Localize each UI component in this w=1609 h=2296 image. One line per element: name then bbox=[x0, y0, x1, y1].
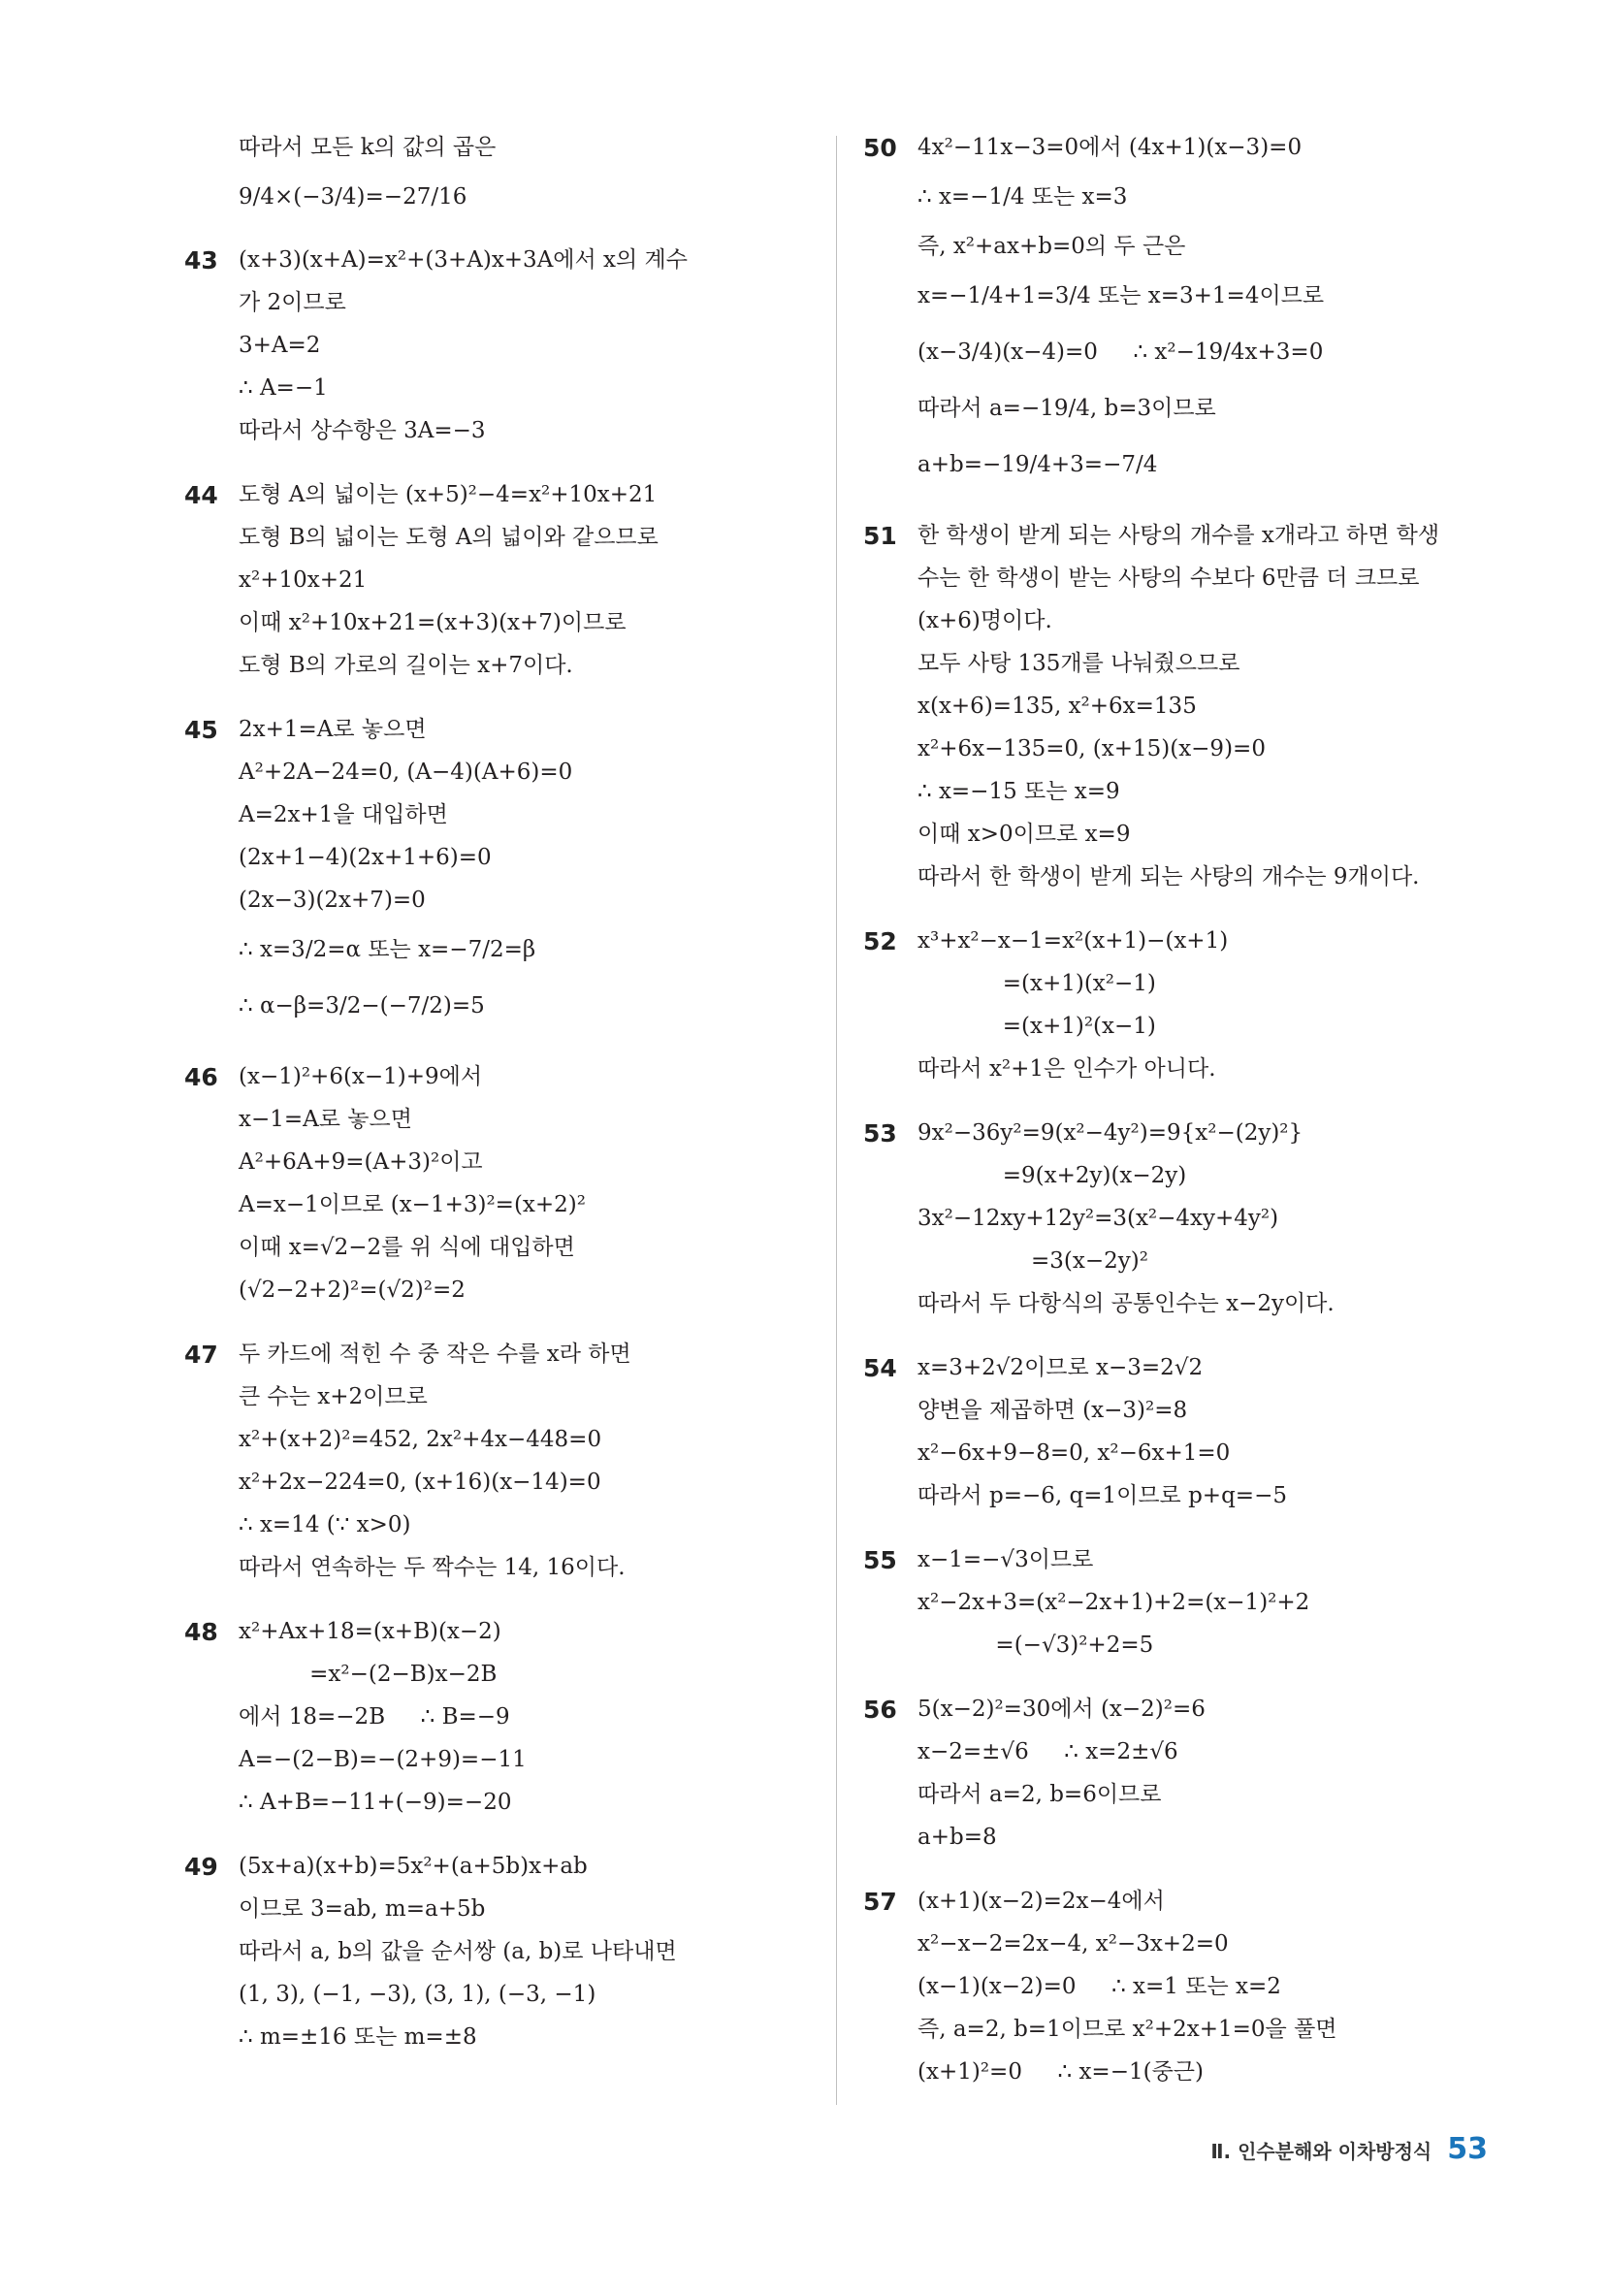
solution-line: x²−2x+3=(x²−2x+1)+2=(x−1)²+2 bbox=[917, 1590, 1310, 1615]
solution-line: ∴ x=−15 또는 x=9 bbox=[917, 779, 1120, 804]
page-footer bbox=[1210, 2132, 1488, 2166]
solution-line: x²+10x+21 bbox=[239, 567, 368, 593]
right-column bbox=[863, 126, 1503, 2093]
solution-line: 따라서 모든 k의 값의 곱은 bbox=[239, 135, 497, 160]
solution-line: (x−1)(x−2)=0 ∴ x=1 또는 x=2 bbox=[917, 1974, 1281, 1999]
solution-line: (x+6)명이다. bbox=[917, 608, 1052, 633]
problem-57 bbox=[863, 1880, 1503, 2093]
solution-line: 3x²−12xy+12y²=3(x²−4xy+4y²) bbox=[917, 1206, 1279, 1231]
column-divider bbox=[836, 136, 837, 2105]
solution-line: =9(x+2y)(x−2y) bbox=[917, 1163, 1187, 1188]
solution-line: x=−1/4+1=3/4 또는 x=3+1=4이므로 bbox=[917, 283, 1325, 308]
problem-number: 47 bbox=[184, 1341, 218, 1369]
solution-line: (1, 3), (−1, −3), (3, 1), (−3, −1) bbox=[239, 1982, 596, 2007]
problem-46 bbox=[184, 1055, 824, 1311]
problem-number: 55 bbox=[863, 1546, 897, 1574]
solution-line: 4x²−11x−3=0에서 (4x+1)(x−3)=0 bbox=[917, 135, 1303, 160]
solution-line: ∴ A=−1 bbox=[239, 375, 328, 401]
solution-line: A=−(2−B)=−(2+9)=−11 bbox=[239, 1747, 527, 1772]
page-number: 53 bbox=[1447, 2132, 1488, 2166]
solution-line: 따라서 a=2, b=6이므로 bbox=[917, 1782, 1162, 1807]
solution-line: 이때 x=√2−2를 위 식에 대입하면 bbox=[239, 1235, 575, 1260]
solution-line: 따라서 연속하는 두 짝수는 14, 16이다. bbox=[239, 1555, 626, 1580]
problem-number: 50 bbox=[863, 134, 897, 162]
solution-line: 도형 A의 넓이는 (x+5)²−4=x²+10x+21 bbox=[239, 482, 658, 507]
solution-line: 즉, x²+ax+b=0의 두 근은 bbox=[917, 234, 1186, 259]
solution-line: 따라서 x²+1은 인수가 아니다. bbox=[917, 1056, 1216, 1082]
solution-line: 9/4×(−3/4)=−27/16 bbox=[239, 184, 467, 210]
solution-line: 9x²−36y²=9(x²−4y²)=9{x²−(2y)²} bbox=[917, 1120, 1303, 1146]
solution-line: x²−x−2=2x−4, x²−3x+2=0 bbox=[917, 1931, 1229, 1956]
problem-48 bbox=[184, 1610, 824, 1824]
problem-53 bbox=[863, 1112, 1503, 1325]
solution-line: A=x−1이므로 (x−1+3)²=(x+2)² bbox=[239, 1192, 586, 1217]
solution-line: (x−1)²+6(x−1)+9에서 bbox=[239, 1064, 483, 1089]
problem-number: 45 bbox=[184, 716, 218, 744]
solution-line: x²−6x+9−8=0, x²−6x+1=0 bbox=[917, 1440, 1231, 1466]
solution-line: 따라서 한 학생이 받게 되는 사탕의 개수는 9개이다. bbox=[917, 864, 1420, 889]
solution-line: x−1=A로 놓으면 bbox=[239, 1107, 412, 1132]
problem-number: 52 bbox=[863, 927, 897, 955]
problem-number: 44 bbox=[184, 481, 218, 509]
solution-line: (2x−3)(2x+7)=0 bbox=[239, 888, 426, 913]
problem-54 bbox=[863, 1346, 1503, 1517]
solution-line: =x²−(2−B)x−2B bbox=[239, 1662, 498, 1687]
solution-line: 따라서 상수항은 3A=−3 bbox=[239, 418, 486, 443]
solution-line: 따라서 a=−19/4, b=3이므로 bbox=[917, 396, 1216, 421]
solution-line: (x−3/4)(x−4)=0 ∴ x²−19/4x+3=0 bbox=[917, 340, 1324, 365]
solution-line: 모두 사탕 135개를 나눠줬으므로 bbox=[917, 651, 1240, 676]
left-column bbox=[184, 126, 824, 2058]
solution-line: 큰 수는 x+2이므로 bbox=[239, 1384, 428, 1409]
solution-line: (√2−2+2)²=(√2)²=2 bbox=[239, 1277, 466, 1303]
problem-50 bbox=[863, 126, 1503, 493]
solution-line: (x+1)(x−2)=2x−4에서 bbox=[917, 1889, 1165, 1914]
solution-line: x²+2x−224=0, (x+16)(x−14)=0 bbox=[239, 1470, 601, 1495]
problem-number: 48 bbox=[184, 1618, 218, 1646]
solution-line: x(x+6)=135, x²+6x=135 bbox=[917, 694, 1197, 719]
chapter-title: Ⅱ. 인수분해와 이차방정식 bbox=[1210, 2140, 1432, 2163]
solution-line: 따라서 두 다항식의 공통인수는 x−2y이다. bbox=[917, 1291, 1335, 1316]
problem-45 bbox=[184, 708, 824, 1034]
solution-line: =(x+1)²(x−1) bbox=[917, 1014, 1156, 1039]
solution-line: 수는 한 학생이 받는 사탕의 수보다 6만큼 더 크므로 bbox=[917, 566, 1420, 591]
problem-42-continued bbox=[184, 126, 824, 225]
solution-line: ∴ x=−1/4 또는 x=3 bbox=[917, 184, 1128, 210]
solution-line: 가 2이므로 bbox=[239, 290, 346, 315]
problem-47 bbox=[184, 1333, 824, 1589]
solution-line: 양변을 제곱하면 (x−3)²=8 bbox=[917, 1398, 1188, 1423]
solution-line: a+b=8 bbox=[917, 1825, 997, 1850]
solution-line: 즉, a=2, b=1이므로 x²+2x+1=0을 풀면 bbox=[917, 2017, 1337, 2042]
solution-line: ∴ x=3/2=α 또는 x=−7/2=β bbox=[239, 937, 536, 962]
solution-line: 이므로 3=ab, m=a+5b bbox=[239, 1896, 486, 1922]
solution-line: x=3+2√2이므로 x−3=2√2 bbox=[917, 1355, 1204, 1380]
solution-line: 도형 B의 가로의 길이는 x+7이다. bbox=[239, 653, 573, 678]
solution-line: ∴ x=14 (∵ x>0) bbox=[239, 1512, 411, 1537]
solution-line: 한 학생이 받게 되는 사탕의 개수를 x개라고 하면 학생 bbox=[917, 523, 1440, 548]
problem-43 bbox=[184, 239, 824, 452]
problem-51 bbox=[863, 514, 1503, 898]
problem-number: 54 bbox=[863, 1354, 897, 1382]
solution-line: x³+x²−x−1=x²(x+1)−(x+1) bbox=[917, 928, 1229, 954]
problem-number: 53 bbox=[863, 1119, 897, 1148]
solution-line: ∴ α−β=3/2−(−7/2)=5 bbox=[239, 993, 485, 1019]
solution-line: 2x+1=A로 놓으면 bbox=[239, 717, 427, 742]
solution-line: 두 카드에 적힌 수 중 작은 수를 x라 하면 bbox=[239, 1342, 631, 1367]
solution-line: (x+3)(x+A)=x²+(3+A)x+3A에서 x의 계수 bbox=[239, 247, 688, 273]
solution-line: 따라서 p=−6, q=1이므로 p+q=−5 bbox=[917, 1483, 1287, 1508]
solution-line: A=2x+1을 대입하면 bbox=[239, 802, 448, 827]
solution-line: =3(x−2y)² bbox=[917, 1248, 1148, 1274]
solution-line: 도형 B의 넓이는 도형 A의 넓이와 같으므로 bbox=[239, 525, 659, 550]
problem-56 bbox=[863, 1688, 1503, 1859]
problem-number: 43 bbox=[184, 246, 218, 275]
problem-number: 57 bbox=[863, 1888, 897, 1916]
solution-line: x²+6x−135=0, (x+15)(x−9)=0 bbox=[917, 736, 1266, 761]
solution-line: ∴ m=±16 또는 m=±8 bbox=[239, 2024, 477, 2050]
solution-line: A²+6A+9=(A+3)²이고 bbox=[239, 1149, 483, 1175]
problem-number: 56 bbox=[863, 1696, 897, 1724]
solution-line: 3+A=2 bbox=[239, 333, 321, 358]
solution-line: a+b=−19/4+3=−7/4 bbox=[917, 452, 1158, 477]
problem-number: 46 bbox=[184, 1063, 218, 1091]
solution-line: 따라서 a, b의 값을 순서쌍 (a, b)로 나타내면 bbox=[239, 1939, 677, 1964]
solution-line: A²+2A−24=0, (A−4)(A+6)=0 bbox=[239, 760, 573, 785]
solution-line: x−1=−√3이므로 bbox=[917, 1547, 1094, 1572]
solution-line: (5x+a)(x+b)=5x²+(a+5b)x+ab bbox=[239, 1854, 588, 1879]
solution-line: x−2=±√6 ∴ x=2±√6 bbox=[917, 1739, 1178, 1764]
problem-52 bbox=[863, 920, 1503, 1090]
solution-line: 5(x−2)²=30에서 (x−2)²=6 bbox=[917, 1697, 1206, 1722]
solution-line: (x+1)²=0 ∴ x=−1(중근) bbox=[917, 2059, 1204, 2085]
solution-line: =(−√3)²+2=5 bbox=[917, 1633, 1154, 1658]
solution-line: (2x+1−4)(2x+1+6)=0 bbox=[239, 845, 492, 870]
solution-line: x²+Ax+18=(x+B)(x−2) bbox=[239, 1619, 501, 1644]
problem-44 bbox=[184, 473, 824, 687]
solution-line: 이때 x>0이므로 x=9 bbox=[917, 822, 1131, 847]
solution-line: ∴ A+B=−11+(−9)=−20 bbox=[239, 1790, 512, 1815]
problem-49 bbox=[184, 1845, 824, 2058]
problem-number: 49 bbox=[184, 1853, 218, 1881]
solution-line: 이때 x²+10x+21=(x+3)(x+7)이므로 bbox=[239, 610, 627, 635]
problem-55 bbox=[863, 1538, 1503, 1666]
solution-line: 에서 18=−2B ∴ B=−9 bbox=[239, 1704, 510, 1730]
problem-number: 51 bbox=[863, 522, 897, 550]
solution-line: x²+(x+2)²=452, 2x²+4x−448=0 bbox=[239, 1427, 602, 1452]
solution-line: =(x+1)(x²−1) bbox=[917, 971, 1156, 996]
